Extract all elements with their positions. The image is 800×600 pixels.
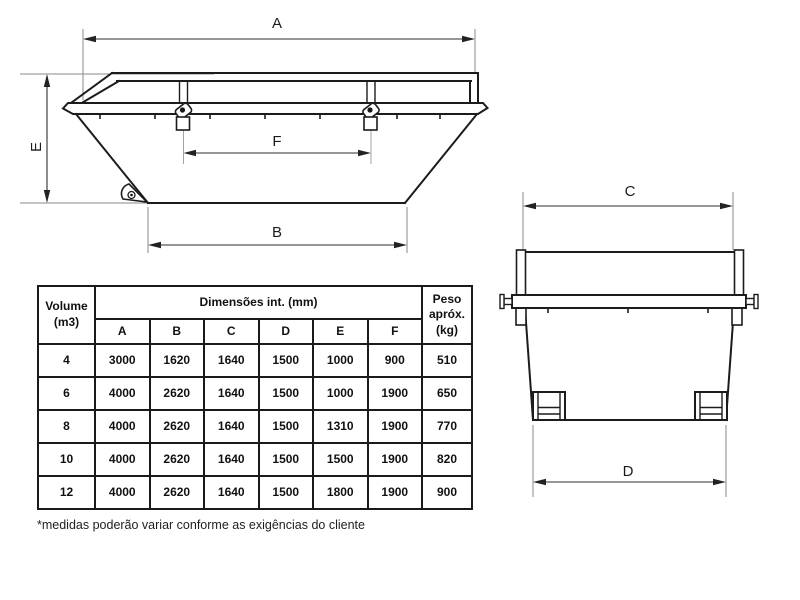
skid-foot-right [695, 392, 727, 420]
rail-pin-right [746, 295, 758, 309]
table-cell: 1640 [204, 377, 259, 410]
dim-label-e: E [28, 141, 45, 153]
top-ledge [63, 103, 488, 114]
dimension-d [533, 425, 726, 497]
col-header-e: E [313, 319, 368, 344]
weight-header-line3: (kg) [436, 322, 458, 337]
table-cell: 3000 [95, 344, 150, 377]
table-cell: 1900 [368, 476, 423, 509]
table-cell: 1900 [368, 410, 423, 443]
dim-label-d: D [622, 463, 634, 480]
table-cell: 1500 [259, 443, 314, 476]
col-header-d: D [259, 319, 314, 344]
table-row [38, 410, 472, 443]
volume-header [38, 286, 95, 344]
table-cell: 1500 [259, 476, 314, 509]
dimensions-table [37, 285, 473, 510]
dim-label-a: A [271, 15, 283, 32]
table-cell: 2620 [150, 443, 205, 476]
volume-header-line1: Volume [45, 299, 88, 314]
dimension-a [83, 15, 475, 100]
rail-pin-left [500, 295, 512, 309]
table-cell: 1500 [313, 443, 368, 476]
weight-header [422, 286, 472, 344]
footnote: *medidas poderão variar conforme as exigências do cliente [37, 518, 365, 532]
table-cell: 1640 [204, 344, 259, 377]
dimension-f [184, 133, 372, 156]
dim-label-c: C [624, 183, 636, 200]
table-cell: 1500 [259, 377, 314, 410]
table-cell: 650 [422, 377, 472, 410]
table-cell: 12 [38, 476, 95, 509]
lifting-hook-left [174, 102, 193, 164]
table-cell: 1640 [204, 476, 259, 509]
col-header-c: C [204, 319, 259, 344]
col-header-b: B [150, 319, 205, 344]
table-cell: 1640 [204, 443, 259, 476]
dim-label-b: B [271, 224, 283, 241]
table-cell: 1640 [204, 410, 259, 443]
table-cell: 770 [422, 410, 472, 443]
table-cell: 4000 [95, 476, 150, 509]
table-cell: 1800 [313, 476, 368, 509]
table-cell: 4000 [95, 410, 150, 443]
front-view-drawing [500, 183, 758, 497]
table-row [38, 443, 472, 476]
table-cell: 8 [38, 410, 95, 443]
volume-header-line2: (m3) [53, 315, 80, 329]
table-row [38, 344, 472, 377]
table-cell: 6 [38, 377, 95, 410]
table-row [38, 476, 472, 509]
table-cell: 1000 [313, 344, 368, 377]
table-cell: 2620 [150, 476, 205, 509]
weight-header-line2: apróx. [428, 307, 465, 322]
dimension-b [148, 207, 407, 253]
dim-label-f: F [272, 133, 282, 150]
table-cell: 510 [422, 344, 472, 377]
dimension-c [523, 183, 733, 250]
table-cell: 1500 [259, 344, 314, 377]
col-header-f: F [368, 319, 423, 344]
table-cell: 4000 [95, 443, 150, 476]
table-cell: 820 [422, 443, 472, 476]
table-cell: 4000 [95, 377, 150, 410]
table-cell: 1620 [150, 344, 205, 377]
dimension-e [20, 74, 214, 203]
weight-header-line1: Peso [432, 291, 462, 306]
side-view-drawing [20, 15, 488, 253]
table-cell: 1900 [368, 377, 423, 410]
table-cell: 2620 [150, 377, 205, 410]
table-cell: 10 [38, 443, 95, 476]
lifting-hook-right [362, 102, 381, 164]
table-row [38, 377, 472, 410]
table-cell: 1900 [368, 443, 423, 476]
table-cell: 4 [38, 344, 95, 377]
table-cell: 900 [422, 476, 472, 509]
table-cell: 900 [368, 344, 423, 377]
table-cell: 2620 [150, 410, 205, 443]
dims-header: Dimensões int. (mm) [95, 286, 422, 319]
table-cell: 1000 [313, 377, 368, 410]
table-cell: 1500 [259, 410, 314, 443]
table-cell: 1310 [313, 410, 368, 443]
skip-front-outline [500, 250, 758, 420]
col-header-a: A [95, 319, 150, 344]
skid-foot-left [533, 392, 565, 420]
